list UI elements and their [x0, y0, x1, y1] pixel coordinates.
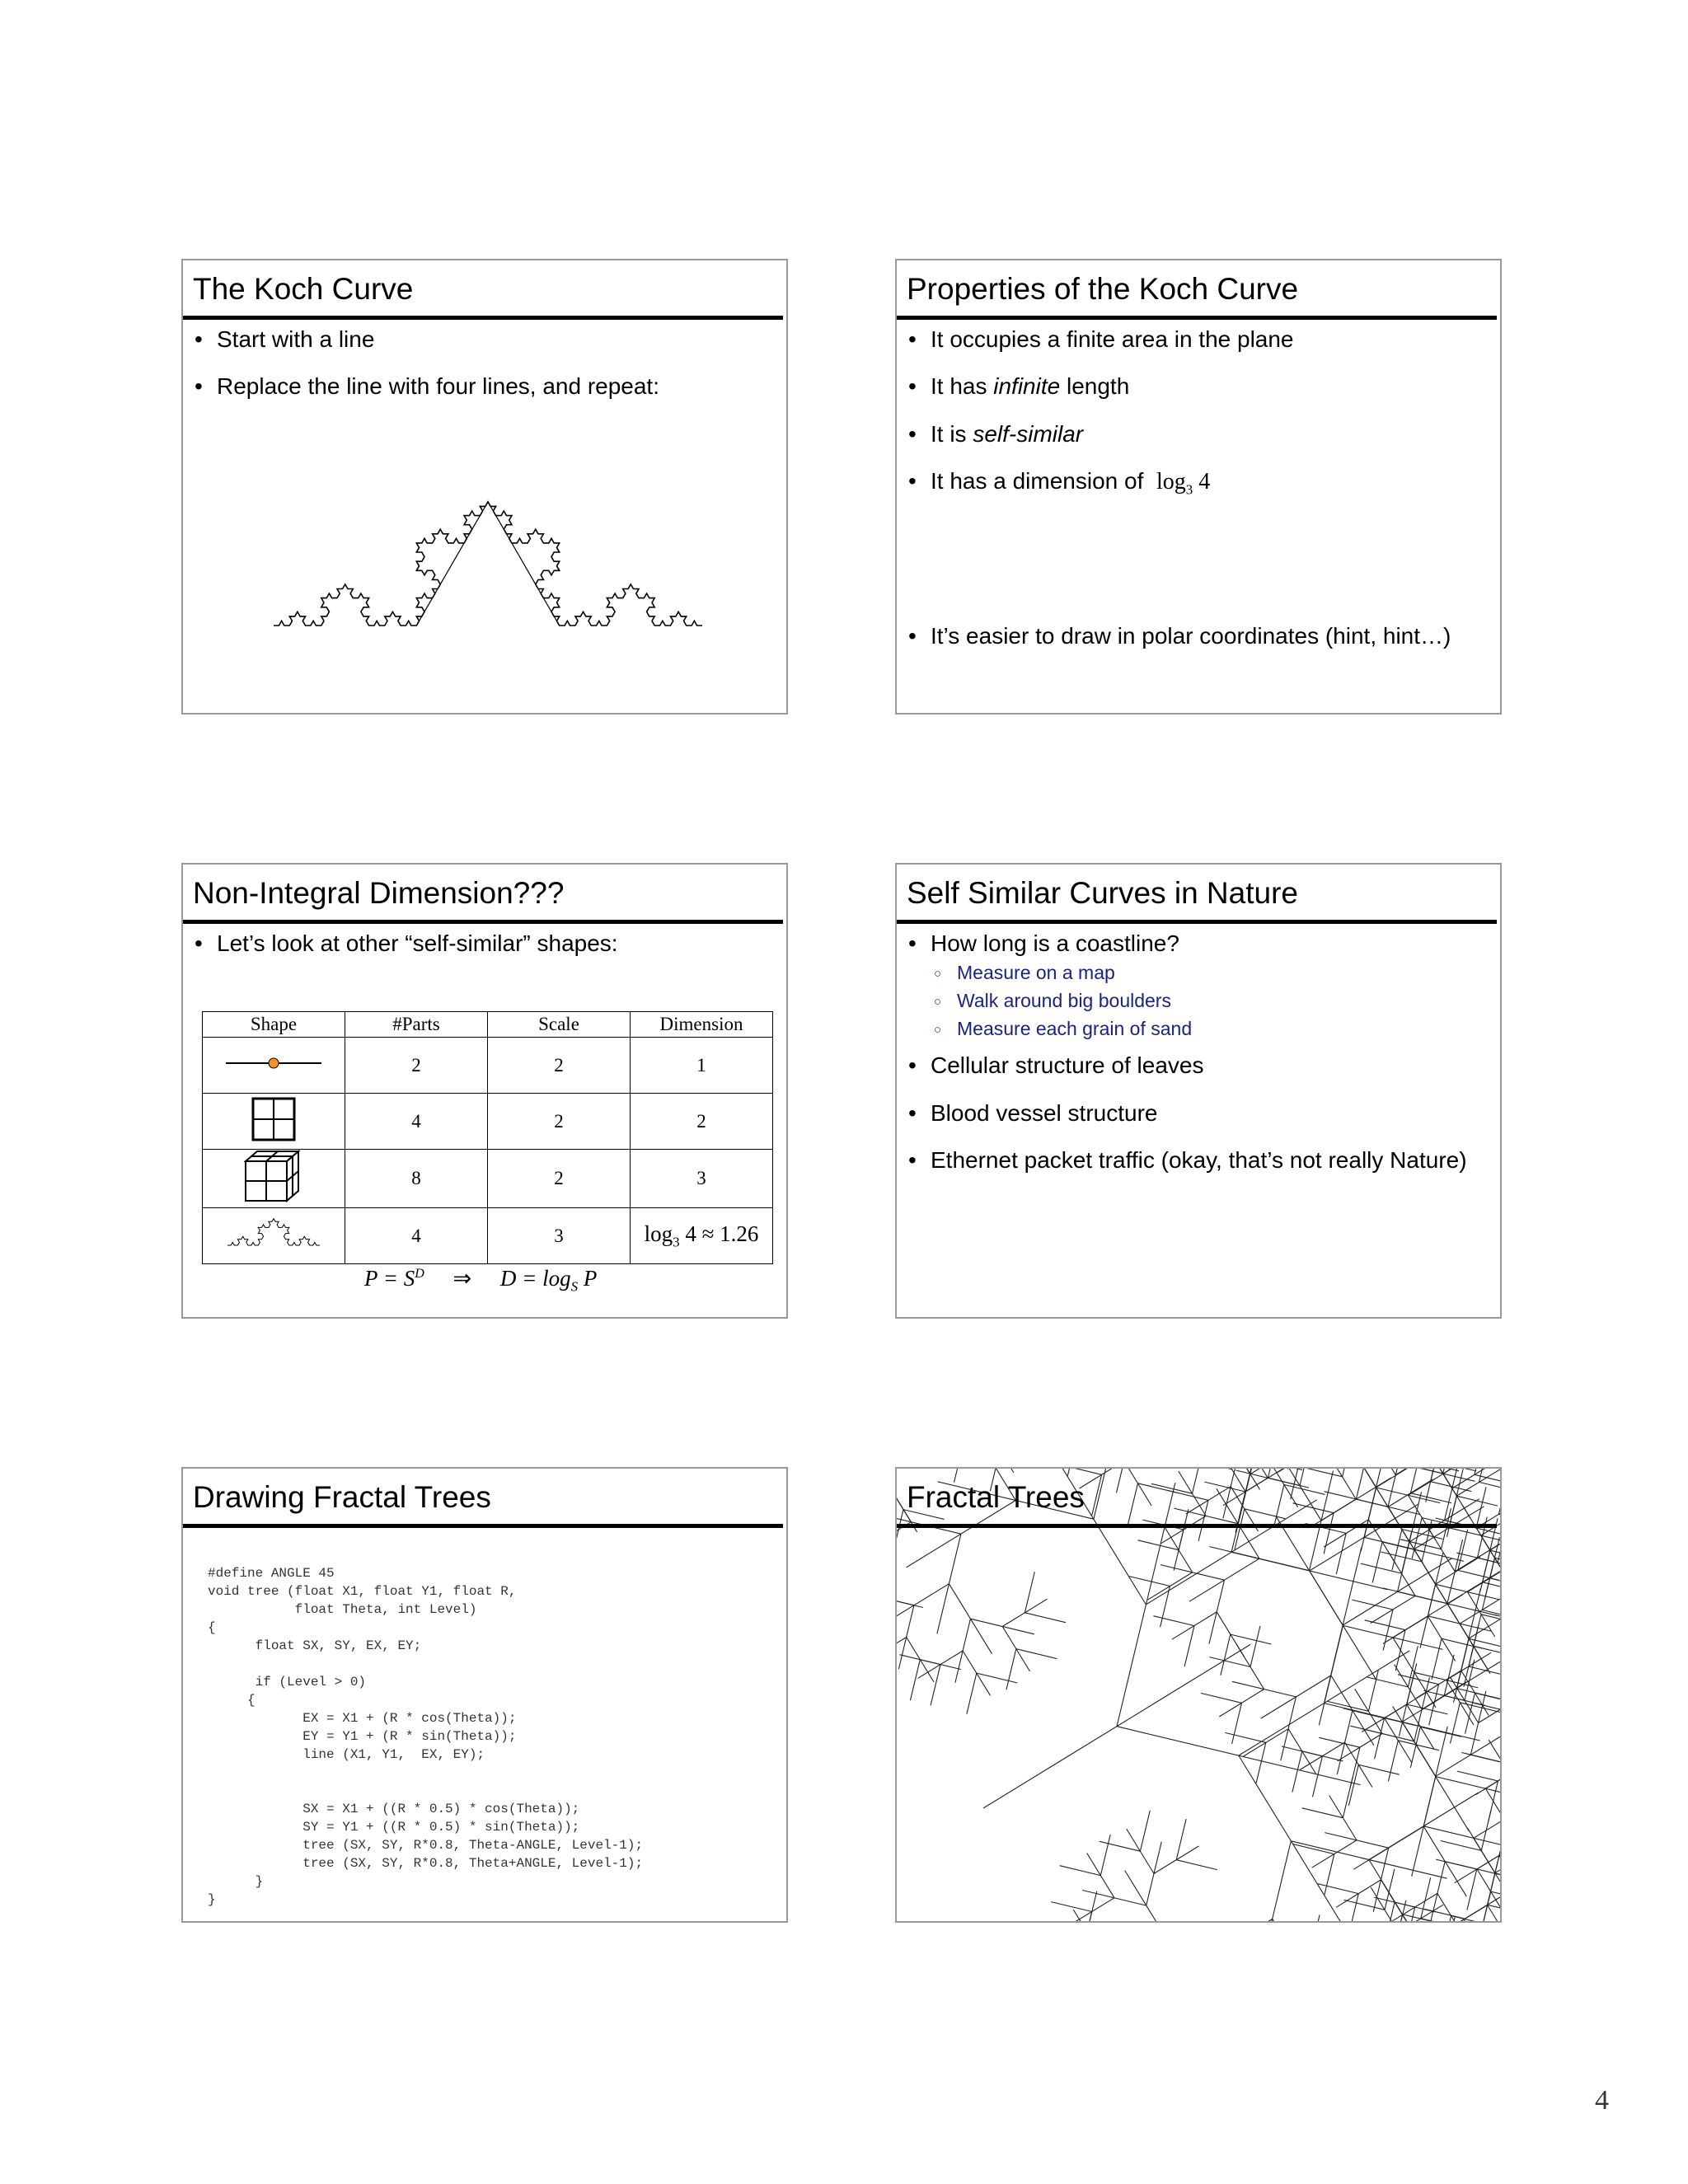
tree-branch [967, 1673, 977, 1714]
sub-item: ○ Measure each grain of sand [931, 1016, 1493, 1042]
tree-branch [1461, 1753, 1502, 1763]
line-with-point-icon [224, 1055, 323, 1071]
tree-branch [1293, 1503, 1334, 1513]
slide-title: Self Similar Curves in Nature [907, 876, 1298, 910]
sub-item: ○ Measure on a map [931, 960, 1493, 986]
tree-branch [1498, 1514, 1502, 1524]
bullet-item [908, 466, 1493, 499]
tree-branch [1492, 1824, 1502, 1888]
formula-base: S [570, 1278, 579, 1295]
dimension-cell: 1 [631, 1038, 773, 1094]
tree-branch [1006, 1649, 1016, 1690]
fractal-tree-figure [897, 1469, 1502, 1923]
tree-branch [1402, 1533, 1412, 1574]
tree-branch [931, 1665, 940, 1706]
column-header: #Parts [345, 1012, 488, 1038]
tree-branch [1231, 1634, 1272, 1644]
tree-branch [1002, 1599, 1047, 1626]
tree-branch [1046, 1922, 1087, 1923]
bullet-list [195, 929, 780, 976]
tree-branch [1124, 1469, 1151, 1506]
tree-branch [1061, 1469, 1102, 1474]
tree-branch [1488, 1905, 1502, 1920]
title-rule [183, 920, 783, 924]
tree-branch [1238, 1469, 1254, 1524]
table-row [203, 1038, 773, 1094]
slide-title: Drawing Fractal Trees [193, 1480, 491, 1514]
table-row [203, 1150, 773, 1208]
shape-cell [203, 1094, 345, 1150]
slide-title: Properties of the Koch Curve [907, 272, 1299, 306]
tree-branch [1313, 1756, 1323, 1797]
tree-branch [1494, 1615, 1502, 1624]
title-rule [183, 1524, 783, 1528]
parts-cell: 4 [345, 1094, 488, 1150]
tree-branch [920, 1660, 961, 1670]
tree-branch [1485, 1746, 1502, 1788]
tree-branch [1138, 1483, 1179, 1493]
tree-branch [1458, 1570, 1499, 1580]
cube-icon [244, 1150, 303, 1202]
text: length [1060, 373, 1130, 400]
bullet-item: • Blood vessel structure [908, 1099, 1493, 1128]
tree-branch [1436, 1733, 1502, 1776]
slide-non-integral-dimension [181, 863, 788, 1319]
tree-branch [955, 1619, 971, 1683]
tree-branch [1225, 1732, 1266, 1742]
text: How long is a coastline? [931, 930, 1179, 956]
tree-branch [987, 1469, 1014, 1473]
tree-branch [1318, 1884, 1359, 1894]
slide-koch-properties [895, 259, 1502, 715]
tree-branch [1383, 1588, 1447, 1604]
tree-branch [1153, 1616, 1194, 1626]
tree-branch [1140, 1811, 1150, 1852]
bullet-item-polar [908, 623, 1451, 649]
tree-branch [1375, 1718, 1385, 1760]
tree-branch [1176, 1860, 1217, 1870]
tree-branch [1128, 1483, 1138, 1525]
tree-branch [1160, 1565, 1225, 1581]
tree-branch [1424, 1909, 1465, 1919]
tree-branch [1479, 1482, 1503, 1492]
dimension-cell: 3 [631, 1150, 773, 1208]
scale-cell: 2 [488, 1038, 631, 1094]
square-grid-icon [251, 1097, 296, 1141]
tree-branch [977, 1673, 1018, 1683]
tree-branch [1501, 1709, 1502, 1719]
tree-branch [1278, 1469, 1321, 1521]
log-text: log [1156, 469, 1186, 495]
tree-branch [1239, 1755, 1343, 1923]
formula-exponent: D [415, 1267, 424, 1281]
emphasis: self-similar [973, 420, 1084, 447]
bullet-item: • Ethernet packet traffic (okay, that’s not really Nature) [908, 1146, 1493, 1175]
tree-branch [1501, 1668, 1502, 1709]
formula-right: D = log [499, 1266, 571, 1291]
tree-branch [1501, 1690, 1502, 1735]
dimension-cell: 2 [631, 1094, 773, 1150]
tree-branch [1436, 1777, 1502, 1801]
tree-branch [1302, 1751, 1343, 1761]
tree-branch [1376, 1488, 1441, 1503]
title-rule [897, 920, 1497, 924]
tree-branch [1292, 1751, 1302, 1793]
tree-branch [1236, 1470, 1301, 1486]
log-expression [1156, 469, 1211, 498]
text: It has a dimension of [931, 468, 1144, 494]
tree-branch [1310, 1915, 1320, 1923]
tree-branch [1352, 1600, 1393, 1610]
tree-branch [1460, 1596, 1502, 1624]
tree-branch [1343, 1469, 1353, 1477]
tree-branch [1402, 1469, 1443, 1474]
tree-branch [1476, 1487, 1486, 1528]
table-header-row [203, 1012, 773, 1038]
tree-branch [1324, 1513, 1334, 1554]
tree-branch [897, 1584, 949, 1627]
tree-branch [1444, 1655, 1454, 1696]
emphasis: infinite [993, 373, 1061, 400]
tree-branch [1385, 1869, 1395, 1910]
tree-branch [1436, 1584, 1500, 1600]
column-header: Dimension [631, 1012, 773, 1038]
title-rule [897, 316, 1497, 320]
tree-branch [1176, 1819, 1186, 1860]
shape-cell [203, 1208, 345, 1264]
slide-fractal-trees [895, 1467, 1502, 1923]
tree-branch [1410, 1469, 1420, 1493]
tree-branch [1092, 1474, 1102, 1516]
tree-branch [1184, 1626, 1194, 1667]
shape-cell [203, 1150, 345, 1208]
tree-branch [1221, 1634, 1231, 1675]
slide-title: Non-Integral Dimension??? [193, 876, 565, 910]
tree-branch [1381, 1552, 1422, 1562]
text: It’s easier to draw in polar coordinates (hint, hint…) [931, 623, 1451, 649]
tree-branch [1348, 1894, 1358, 1923]
tree-branch [1067, 1469, 1077, 1476]
tree-branch [1365, 1620, 1406, 1630]
tree-branch [1441, 1841, 1482, 1851]
tree-branch [1481, 1810, 1491, 1851]
sub-item: ○ Walk around big boulders [931, 988, 1493, 1014]
tree-branch [1060, 1866, 1101, 1876]
koch-curve-icon [224, 1217, 323, 1250]
tree-branch [1368, 1671, 1378, 1712]
formula-arg: P [583, 1266, 598, 1291]
tree-branch [1274, 1484, 1284, 1526]
tree-branch [1016, 1649, 1057, 1659]
tree-branch [1129, 1577, 1170, 1586]
tree-branch [1489, 1740, 1502, 1784]
tree-branch [1334, 1469, 1376, 1488]
tree-branch [1348, 1765, 1358, 1806]
tree-branch [1501, 1619, 1502, 1646]
tree-branch [1025, 1572, 1034, 1613]
tree-branch [1483, 1582, 1503, 1598]
parts-cell: 4 [345, 1208, 488, 1264]
tree-branch [1160, 1586, 1170, 1628]
tree-branch [1254, 1841, 1291, 1923]
tree-branch [1408, 1646, 1418, 1687]
bullet-item: • Start with a line [195, 325, 780, 354]
tree-branch [1372, 1542, 1382, 1583]
tree-branch [1256, 1742, 1266, 1783]
tree-branch [1100, 1835, 1110, 1876]
dimension-cell [631, 1208, 773, 1264]
tree-branch [1125, 1871, 1168, 1923]
tree-branch [1174, 1530, 1184, 1571]
tree-branch [1138, 1540, 1179, 1550]
tree-branch [1025, 1613, 1066, 1623]
tree-branch [1209, 1547, 1309, 1571]
tree-branch [1250, 1626, 1260, 1667]
bullet-item: • It occupies a finite area in the plane [908, 325, 1493, 354]
log-base: 3 [1185, 481, 1193, 498]
tree-branch [1273, 1919, 1339, 1923]
slide-title: The Koch Curve [193, 272, 414, 306]
tree-branch [1501, 1647, 1502, 1691]
tree-branch [1151, 1483, 1193, 1493]
log-arg: 4 [1198, 469, 1211, 495]
column-header: Shape [203, 1012, 345, 1038]
tree-branch [1423, 1690, 1465, 1700]
tree-branch [1368, 1469, 1395, 1475]
tree-branch [1432, 1638, 1442, 1680]
tree-branch [1361, 1563, 1402, 1573]
tree-branch [1457, 1771, 1498, 1781]
table-row [203, 1094, 773, 1150]
tree-branch [1388, 1741, 1398, 1782]
slide-koch-curve [181, 259, 788, 715]
bullet-item [908, 419, 1493, 449]
tree-branch [970, 1619, 1034, 1634]
tree-branch [1193, 1469, 1203, 1493]
text: It has [931, 373, 994, 400]
formula-left: P = S [364, 1266, 415, 1291]
shape-cell [203, 1038, 345, 1094]
tree-branch [1474, 1795, 1502, 1838]
column-header: Scale [488, 1012, 631, 1038]
tree-branch [1100, 1841, 1141, 1851]
tree-branch [1369, 1793, 1479, 1859]
parts-cell: 8 [345, 1150, 488, 1208]
tree-branch [1390, 1900, 1406, 1923]
scale-cell: 2 [488, 1094, 631, 1150]
tree-branch [897, 1469, 932, 1477]
sub-list [931, 960, 1493, 1041]
page-number: 4 [1595, 2085, 1609, 2116]
bullet-item [908, 372, 1493, 401]
slide-title: Fractal Trees [907, 1480, 1085, 1514]
tree-branch [1245, 1509, 1286, 1519]
tree-branch [1300, 1469, 1315, 1486]
slide-drawing-fractal-trees [181, 1467, 788, 1923]
tree-branch [1411, 1469, 1475, 1481]
tree-branch [1343, 1900, 1385, 1910]
tree-branch [1477, 1842, 1502, 1869]
code-block: #define ANGLE 45 void tree (float X1, float Y1, float R, float Theta, int Level) { float SX, SY, EX, EY; if (Level > 0) { EX = X1 + (R * cos(Theta)); EY = Y1 + (R * sin(Theta)); line (X1, Y1, EX, EY); SX = X1 + ((R * 0.5) * cos(Theta)); SY = Y1 + ((R * 0.5) * sin(Theta)); tree (SX, SY, R*0.8, Theta-ANGLE, Level-1); tree (SX, SY, R*0.8, Theta+ANGLE, Level-1); } } [208, 1566, 644, 1907]
tree-branch [1293, 1844, 1334, 1854]
bullet-item: • Replace the line with four lines, and repeat: [195, 372, 780, 401]
tree-branch [910, 1660, 920, 1701]
tree-branch [1470, 1755, 1502, 1770]
tree-branch [1117, 1469, 1132, 1493]
tree-branch [1410, 1727, 1420, 1768]
tree-branch [1358, 1765, 1400, 1774]
tree-branch [1325, 1854, 1334, 1896]
tree-branch [1232, 1681, 1296, 1697]
bullet-list [908, 929, 1493, 1193]
bullet-item: • Cellular structure of leaves [908, 1051, 1493, 1080]
table-row [203, 1208, 773, 1264]
dimension-formula [364, 1266, 597, 1295]
tree-branch [1442, 1916, 1451, 1924]
tree-branch [1474, 1838, 1502, 1908]
parts-cell: 2 [345, 1038, 488, 1094]
tree-branch [1467, 1869, 1477, 1910]
tree-branch [1367, 1677, 1409, 1687]
tree-branch [1420, 1727, 1461, 1736]
dimension-table [202, 1011, 773, 1264]
log-base: 3 [673, 1234, 680, 1250]
tree-branch [1087, 1891, 1097, 1924]
tree-branch [1451, 1703, 1461, 1744]
tree-branch [1302, 1808, 1343, 1818]
tree-branch [1383, 1610, 1393, 1651]
tree-branch [1325, 1492, 1389, 1507]
scale-cell: 3 [488, 1208, 631, 1264]
bullet-item [908, 929, 1493, 1041]
tree-branch [1447, 1540, 1463, 1604]
text: It is [931, 420, 973, 447]
tree-branch [897, 1469, 898, 1519]
tree-branch [1201, 1693, 1242, 1703]
bullet-list [908, 325, 1493, 517]
scale-cell: 2 [488, 1150, 631, 1208]
tree-branch [1498, 1474, 1502, 1515]
tree-branch [1163, 1919, 1273, 1923]
bullet-dot: • [908, 623, 917, 649]
implies-arrow: ⇒ [452, 1266, 472, 1291]
slide-self-similar-nature [895, 863, 1502, 1319]
title-rule [897, 1524, 1497, 1528]
tree-branch [1288, 1729, 1315, 1774]
koch-curve-figure [183, 260, 788, 715]
tree-branch [1456, 1496, 1498, 1506]
log-text: log [644, 1221, 673, 1246]
tree-branch [1410, 1493, 1451, 1503]
tree-branch [897, 1469, 905, 1487]
tree-branch [1232, 1703, 1242, 1744]
tree-branch [1301, 1469, 1343, 1477]
tree-branch [1051, 1902, 1092, 1912]
dimension-value: 4 ≈ 1.26 [685, 1221, 759, 1246]
tree-branch [1392, 1530, 1402, 1571]
tree-branch [1499, 1815, 1502, 1856]
tree-branch [1087, 1854, 1114, 1898]
tree-branch [1388, 1479, 1432, 1507]
bullet-item: • Let’s look at other “self-similar” shapes: [195, 929, 780, 958]
